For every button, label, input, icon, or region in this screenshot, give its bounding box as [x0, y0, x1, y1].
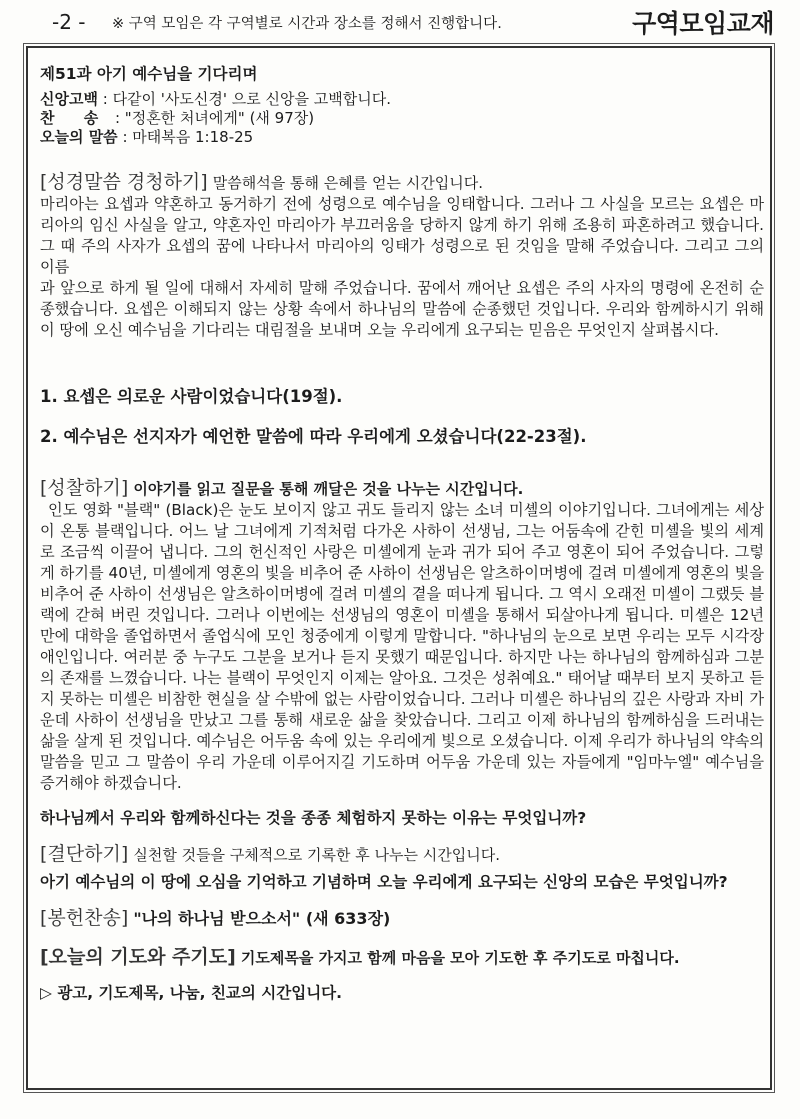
listen-desc: 말씀해석을 통해 은혜를 얻는 시간입니다.: [212, 174, 483, 192]
decide-desc: 실천할 것들을 구체적으로 기록한 후 나누는 시간입니다.: [133, 846, 500, 864]
prayer-heading: [오늘의 기도와 주기도]: [40, 946, 236, 968]
listen-point-1: 1. 요셉은 의로운 사람이었습니다(19절).: [40, 387, 343, 406]
lesson-content: [40, 62, 764, 1003]
creed-line: [40, 90, 764, 109]
listen-section: [40, 167, 764, 447]
creed-label: 신앙고백: [40, 90, 98, 108]
offering-heading: [봉헌찬송]: [40, 907, 129, 929]
listen-paragraph: 마리아는 요셉과 약혼하고 동거하기 전에 성령으로 예수님을 잉태합니다. 그러나 그 사실을 모르는 요셉은 마리아의 임신 사실을 알고, 약혼자인 마리아가 부끄러움을 당하지 않게 하기 위해 조용히 파혼하려고 했습니다. 그 때 주의 사자가 요셉의 꿈에 나타나서 마리아의 잉태가 성령으로 된 것임을 말해 주었습니다. 그리고 그의 이름: [40, 195, 764, 276]
lesson-title: 제51과 아기 예수님을 기다리며: [40, 65, 258, 83]
header-note: ※ 구역 모임은 각 구역별로 시간과 장소를 정해서 진행합니다.: [112, 16, 502, 32]
creed-text: : 다같이 '사도신경' 으로 신앙을 고백합니다.: [102, 90, 391, 108]
prayer-text: 기도제목을 가지고 함께 마음을 모아 기도한 후 주기도로 마칩니다.: [240, 949, 680, 967]
page-number: -2 -: [52, 10, 86, 34]
word-text: : 마태복음 1:18-25: [122, 128, 254, 146]
decide-section: [40, 839, 764, 893]
reflect-paragraph: 인도 영화 "블랙" (Black)은 눈도 보이지 않고 귀도 들리지 않는 소녀 미셸의 이야기입니다. 그녀에게는 세상이 온통 블랙입니다. 어느 날 그녀에게 기적처럼 다가온 사하이 선생님, 그는 어둠속에 갇힌 미셸을 빛의 세계로 조금씩 이끌어 냅니다. 그의 헌신적인 사랑은 미셸에게 눈과 귀가 되어 주고 영혼이 되어 주었습니다. 그렇게 하기를 40년, 미셸에게 영혼의 빛을 비추어 준 사하이 선생님은 알츠하이머병에 걸려 미셸에게 영혼의 빛을 비추어 준 사하이 선생님은 알츠하이머병에 걸려 미셸의 곁을 떠나게 됩니다. 그 역시 오래전 미셸이 그랬듯 블랙에 갇혀 버린 것입니다. 그러나 이번에는 선생님의 영혼이 미셸을 통해서 되살아나게 됩니다. 미셸은 12년 만에 대학을 졸업하면서 졸업식에 모인 청중에게 이렇게 말합니다. "하나님의 눈으로 보면 우리는 모두 시각장애인입니다. 여러분 중 누구도 그분을 보거나 듣지 못했기 때문입니다. 하지만 나는 하나님의 함께하심과 그분의 존재를 느꼈습니다. 나는 블랙이 무엇인지 이제는 알아요. 그것은 성취예요." 태어날 때부터 보지 못하고 듣지 못하는 미셸은 비참한 현실을 살 수밖에 없는 사람이었습니다. 그러나 미셸은 하나님의 깊은 사랑과 자비 가운데 사하이 선생님을 만났고 그를 통해 새로운 삶을 찾았습니다. 그리고 이제 하나님의 함께하심을 드러내는 삶을 살게 된 것입니다. 예수님은 어두움 속에 있는 우리에게 빛으로 오셨습니다. 이제 우리가 하나님의 약속의 말씀을 믿고 그 말씀이 우리 가운데 이루어지길 기도하며 어두움 가운데 있는 자들에게 "임마누엘" 예수님을 증거해야 하겠습니다.: [40, 501, 764, 792]
reflect-heading: [성찰하기]: [40, 477, 129, 499]
reflect-question: 하나님께서 우리와 함께하신다는 것을 종종 체험하지 못하는 이유는 무엇입니까?: [40, 809, 587, 827]
header-title: 구역모임교재: [632, 9, 774, 38]
reflect-desc: 이야기를 읽고 질문을 통해 깨달은 것을 나누는 시간입니다.: [133, 480, 524, 498]
closing-note: ▷ 광고, 기도제목, 나눔, 친교의 시간입니다.: [40, 984, 343, 1002]
offering-section: [40, 903, 764, 930]
listen-point-2: 2. 예수님은 선지자가 예언한 말씀에 따라 우리에게 오셨습니다(22-23절).: [40, 427, 587, 446]
word-label: 오늘의 말씀: [40, 128, 118, 146]
decide-heading: [결단하기]: [40, 843, 129, 865]
listen-heading: [성경말씀 경청하기]: [40, 171, 208, 193]
hymn-text: : "정혼한 처녀에게" (새 97장): [114, 109, 315, 127]
decide-question: 아기 예수님의 이 땅에 오심을 기억하고 기념하며 오늘 우리에게 요구되는 신앙의 모습은 무엇입니까?: [40, 873, 728, 891]
reflect-section: [40, 473, 764, 829]
page-header: [0, 0, 800, 44]
hymn-line: [40, 109, 764, 128]
word-line: [40, 128, 764, 147]
prayer-section: [40, 942, 764, 969]
listen-paragraph-2: 과 앞으로 하게 될 일에 대해서 자세히 말해 주었습니다. 꿈에서 깨어난 요셉은 주의 사자의 명령에 온전히 순종했습니다. 요셉은 이해되지 않는 상황 속에서 하나님의 말씀에 순종했던 것입니다. 우리와 함께하시기 위해 이 땅에 오신 예수님을 기다리는 대림절을 보내며 오늘 우리에게 요구되는 믿음은 무엇인지 살펴봅시다.: [40, 279, 764, 339]
offering-text: "나의 하나님 받으소서" (새 633장): [133, 909, 391, 928]
hymn-label: 찬 송: [40, 109, 111, 127]
